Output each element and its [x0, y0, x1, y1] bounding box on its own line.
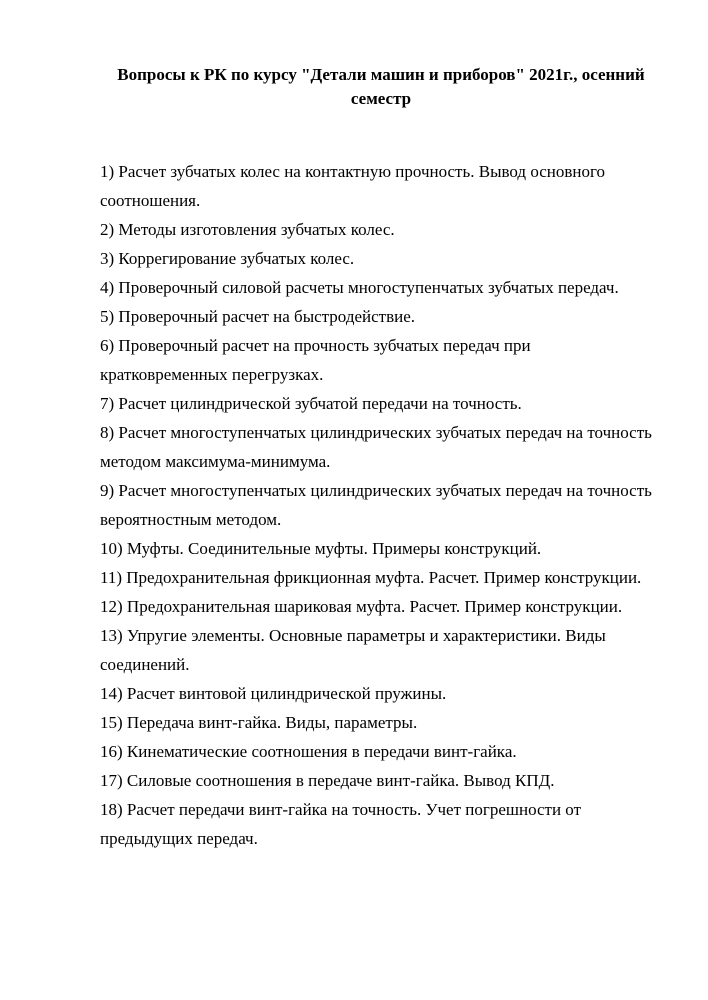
question-item: 15) Передача винт-гайка. Виды, параметры.	[100, 713, 418, 732]
question-item: 6) Проверочный расчет на прочность зубчатых передач при кратковременных перегрузках.	[100, 336, 531, 384]
question-item: 11) Предохранительная фрикционная муфта. Расчет. Пример конструкции.	[100, 568, 642, 587]
document-title: Вопросы к РК по курсу "Детали машин и приборов" 2021г., осенний семестр	[117, 65, 645, 108]
question-item: 10) Муфты. Соединительные муфты. Примеры конструкций.	[100, 539, 542, 558]
question-item: 17) Силовые соотношения в передаче винт-гайка. Вывод КПД.	[100, 771, 555, 790]
question-item: 7) Расчет цилиндрической зубчатой передачи на точность.	[100, 394, 522, 413]
question-item: 18) Расчет передачи винт-гайка на точность. Учет погрешности от предыдущих передач.	[100, 800, 582, 848]
question-item: 1) Расчет зубчатых колес на контактную прочность. Вывод основного соотношения.	[100, 162, 606, 210]
question-item: 9) Расчет многоступенчатых цилиндрических зубчатых передач на точность вероятностным методом.	[100, 481, 652, 529]
question-list	[100, 157, 662, 853]
question-item: 5) Проверочный расчет на быстродействие.	[100, 307, 416, 326]
question-item: 2) Методы изготовления зубчатых колес.	[100, 220, 395, 239]
question-item: 8) Расчет многоступенчатых цилиндрических зубчатых передач на точность методом максимума-минимума.	[100, 423, 652, 471]
question-item: 16) Кинематические соотношения в передачи винт-гайка.	[100, 742, 517, 761]
question-item: 13) Упругие элементы. Основные параметры и характеристики. Виды соединений.	[100, 626, 606, 674]
question-item: 3) Коррегирование зубчатых колес.	[100, 249, 355, 268]
question-item: 12) Предохранительная шариковая муфта. Расчет. Пример конструкции.	[100, 597, 623, 616]
question-item: 4) Проверочный силовой расчеты многоступенчатых зубчатых передач.	[100, 278, 619, 297]
question-item: 14) Расчет винтовой цилиндрической пружины.	[100, 684, 447, 703]
